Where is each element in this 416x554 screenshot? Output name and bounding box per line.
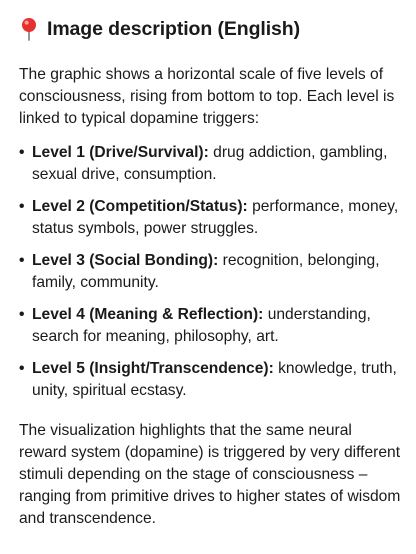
level-name: Level 5 (Insight/Transcendence): <box>32 360 274 377</box>
level-triggers: performance, money, status symbols, power struggles. <box>32 198 399 237</box>
page-title: Image description (English) <box>47 17 300 40</box>
bullet: • <box>19 144 25 161</box>
list-item-level-1 <box>19 142 402 186</box>
level-triggers: understanding, search for meaning, philosophy, art. <box>32 306 371 345</box>
level-triggers: drug addiction, gambling, sexual drive, consumption. <box>32 144 388 183</box>
bullet: • <box>19 306 25 323</box>
level-name: Level 3 (Social Bonding): <box>32 252 219 269</box>
bullet: • <box>19 198 25 215</box>
level-triggers: recognition, belonging, family, community. <box>32 252 380 291</box>
list-item-level-5 <box>19 358 402 402</box>
heading <box>19 14 402 44</box>
conclusion-paragraph: The visualization highlights that the same neural reward system (dopamine) is triggered by very different stimuli depending on the stage of consciousness – ranging from primitive drives to higher states of wisdom and transcendence. <box>19 422 401 527</box>
level-name: Level 1 (Drive/Survival): <box>32 144 209 161</box>
list-item-level-3 <box>19 250 402 294</box>
pushpin-icon <box>19 17 39 41</box>
list-item-level-4 <box>19 304 402 348</box>
level-triggers: knowledge, truth, unity, spiritual ecstasy. <box>32 360 397 399</box>
bullet: • <box>19 252 25 269</box>
level-name: Level 4 (Meaning & Reflection): <box>32 306 264 323</box>
levels-list <box>19 142 402 402</box>
level-name: Level 2 (Competition/Status): <box>32 198 248 215</box>
bullet: • <box>19 360 25 377</box>
intro-paragraph: The graphic shows a horizontal scale of five levels of consciousness, rising from bottom to top. Each level is linked to typical dopamine triggers: <box>19 66 395 127</box>
list-item-level-2 <box>19 196 402 240</box>
